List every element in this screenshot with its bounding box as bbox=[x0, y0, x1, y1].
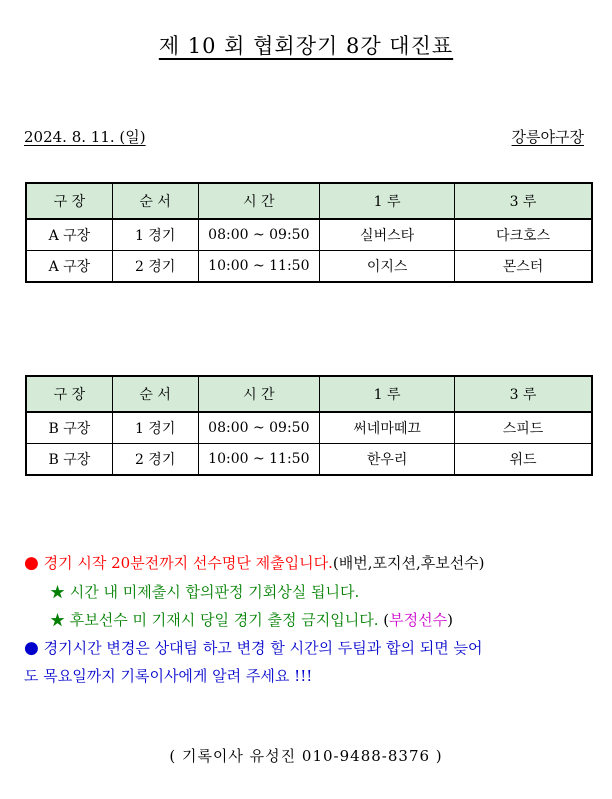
footer-contact: ( 기록이사 유성진 010-9488-8376 ) bbox=[169, 747, 443, 765]
cell-field: B 구장 bbox=[26, 412, 112, 444]
header-order: 순 서 bbox=[112, 183, 198, 219]
red-bullet-icon: ● bbox=[24, 553, 39, 573]
table-row bbox=[26, 412, 592, 444]
note-line-1 bbox=[24, 552, 485, 573]
note-line-5: 도 목요일까지 기록이사에게 알려 주세요 !!! bbox=[24, 667, 313, 685]
cell-field: A 구장 bbox=[26, 219, 112, 251]
table-row bbox=[26, 219, 592, 251]
star-icon: ★ bbox=[50, 583, 66, 601]
note-3-text: 후보선수 미 기재시 당일 경기 출정 금지입니다. bbox=[65, 611, 384, 629]
page-title bbox=[0, 30, 612, 60]
table-row bbox=[26, 251, 592, 283]
note-1-paren: (배번,포지션,후보선수) bbox=[332, 554, 485, 572]
header-field: 구 장 bbox=[26, 376, 112, 412]
note-3-paren-open: ( bbox=[383, 611, 390, 629]
cell-third-base-team: 몬스터 bbox=[455, 251, 592, 283]
cell-time: 08:00 ~ 09:50 bbox=[198, 219, 320, 251]
cell-field: A 구장 bbox=[26, 251, 112, 283]
cell-time: 10:00 ~ 11:50 bbox=[198, 251, 320, 283]
header-first-base: 1 루 bbox=[320, 183, 455, 219]
note-2-text: 시간 내 미제출시 합의판정 기회상실 됩니다. bbox=[65, 583, 360, 601]
cell-first-base-team: 한우리 bbox=[320, 444, 455, 476]
header-time: 시 간 bbox=[198, 376, 320, 412]
cell-time: 10:00 ~ 11:50 bbox=[198, 444, 320, 476]
cell-time: 08:00 ~ 09:50 bbox=[198, 412, 320, 444]
cell-first-base-team: 실버스타 bbox=[320, 219, 455, 251]
header-field: 구 장 bbox=[26, 183, 112, 219]
title-text: 제 10 회 협회장기 8강 대진표 bbox=[158, 34, 454, 58]
note-4-text: 경기시간 변경은 상대팀 하고 변경 할 시간의 두팀과 합의 되면 늦어 bbox=[38, 639, 483, 657]
header-time: 시 간 bbox=[198, 183, 320, 219]
cell-order: 1 경기 bbox=[112, 219, 198, 251]
cell-third-base-team: 다크호스 bbox=[455, 219, 592, 251]
cell-order: 2 경기 bbox=[112, 444, 198, 476]
schedule-table-a bbox=[25, 182, 593, 283]
table-row bbox=[26, 444, 592, 476]
cell-order: 1 경기 bbox=[112, 412, 198, 444]
cell-first-base-team: 이지스 bbox=[320, 251, 455, 283]
header-order: 순 서 bbox=[112, 376, 198, 412]
table-header-row bbox=[26, 376, 592, 412]
cell-third-base-team: 스피드 bbox=[455, 412, 592, 444]
note-line-4 bbox=[24, 637, 483, 658]
note-3-highlight: 부정선수 bbox=[389, 611, 448, 629]
cell-order: 2 경기 bbox=[112, 251, 198, 283]
cell-third-base-team: 위드 bbox=[455, 444, 592, 476]
note-line-3 bbox=[50, 609, 453, 630]
note-1-main: 경기 시작 20분전까지 선수명단 제출입니다. bbox=[38, 554, 333, 572]
schedule-table-b bbox=[25, 375, 593, 476]
header-third-base: 3 루 bbox=[455, 376, 592, 412]
note-line-2 bbox=[50, 581, 359, 602]
cell-field: B 구장 bbox=[26, 444, 112, 476]
cell-first-base-team: 써네마떼끄 bbox=[320, 412, 455, 444]
venue-name: 강릉야구장 bbox=[511, 128, 584, 146]
header-third-base: 3 루 bbox=[455, 183, 592, 219]
note-3-paren-close: ) bbox=[447, 611, 453, 629]
match-date: 2024. 8. 11. (일) bbox=[24, 128, 146, 146]
star-icon: ★ bbox=[50, 611, 66, 629]
blue-bullet-icon: ● bbox=[24, 638, 39, 658]
header-first-base: 1 루 bbox=[320, 376, 455, 412]
table-header-row bbox=[26, 183, 592, 219]
